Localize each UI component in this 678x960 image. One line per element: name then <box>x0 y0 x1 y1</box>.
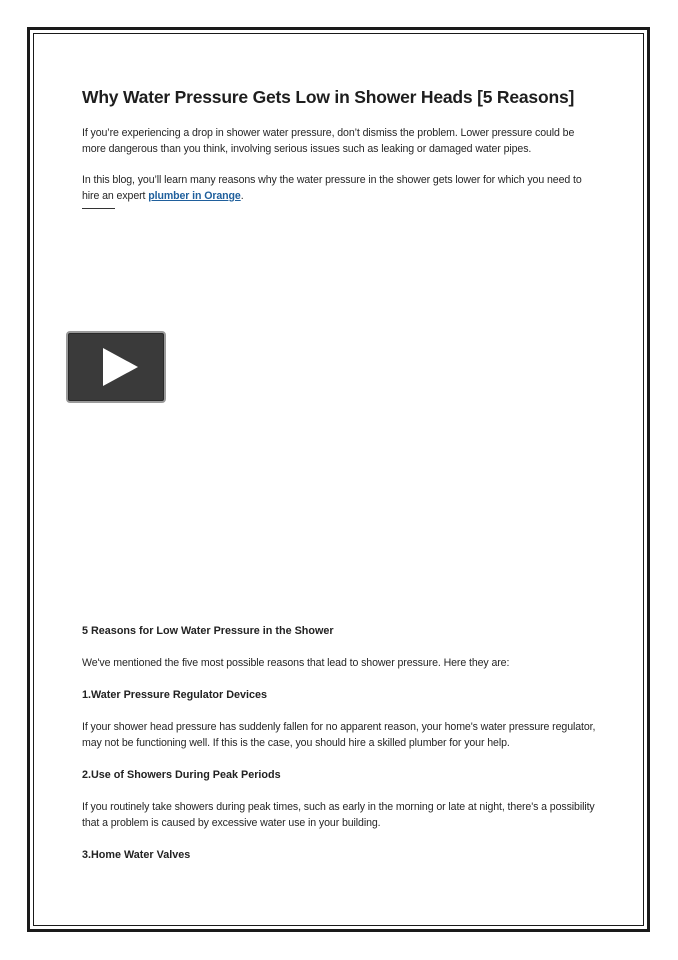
play-icon <box>103 348 138 386</box>
play-button[interactable] <box>66 331 166 403</box>
reasons-intro: We've mentioned the five most possible reasons that lead to shower pressure. Here they are: <box>82 657 510 669</box>
reason-body-1: If your shower head pressure has suddenly fallen for no apparent reason, your home's water pressure regulator, may not be functioning well. If this is the case, you should hire a skilled plumber for your help. <box>82 721 596 749</box>
short-divider <box>82 208 115 209</box>
plumber-link[interactable]: plumber in Orange <box>148 190 241 202</box>
reason-body-2: If you routinely take showers during peak times, such as early in the morning or late at night, there's a possibility that a problem is caused by excessive water use in your building. <box>82 801 595 829</box>
blog-paragraph-period: . <box>240 190 244 202</box>
blog-paragraph-text: In this blog, you’ll learn many reasons why the water pressure in the shower gets lower for which you need to hire an expert <box>82 174 582 202</box>
reasons-section <box>82 623 598 863</box>
video-embed[interactable] <box>66 331 166 403</box>
reasons-heading: 5 Reasons for Low Water Pressure in the Shower <box>82 625 334 637</box>
reason-heading-3: 3.Home Water Valves <box>82 849 191 861</box>
document-top-section <box>82 86 598 209</box>
blog-paragraph <box>82 172 598 204</box>
reason-heading-1: 1.Water Pressure Regulator Devices <box>82 689 268 701</box>
intro-paragraph: If you’re experiencing a drop in shower water pressure, don’t dismiss the problem. Lower pressure could be more dangerous than you think, involving serious issues such as leaking or damaged water pipes. <box>82 127 575 155</box>
document-title: Why Water Pressure Gets Low in Shower Heads [5 Reasons] <box>82 87 575 107</box>
reason-heading-2: 2.Use of Showers During Peak Periods <box>82 769 281 781</box>
